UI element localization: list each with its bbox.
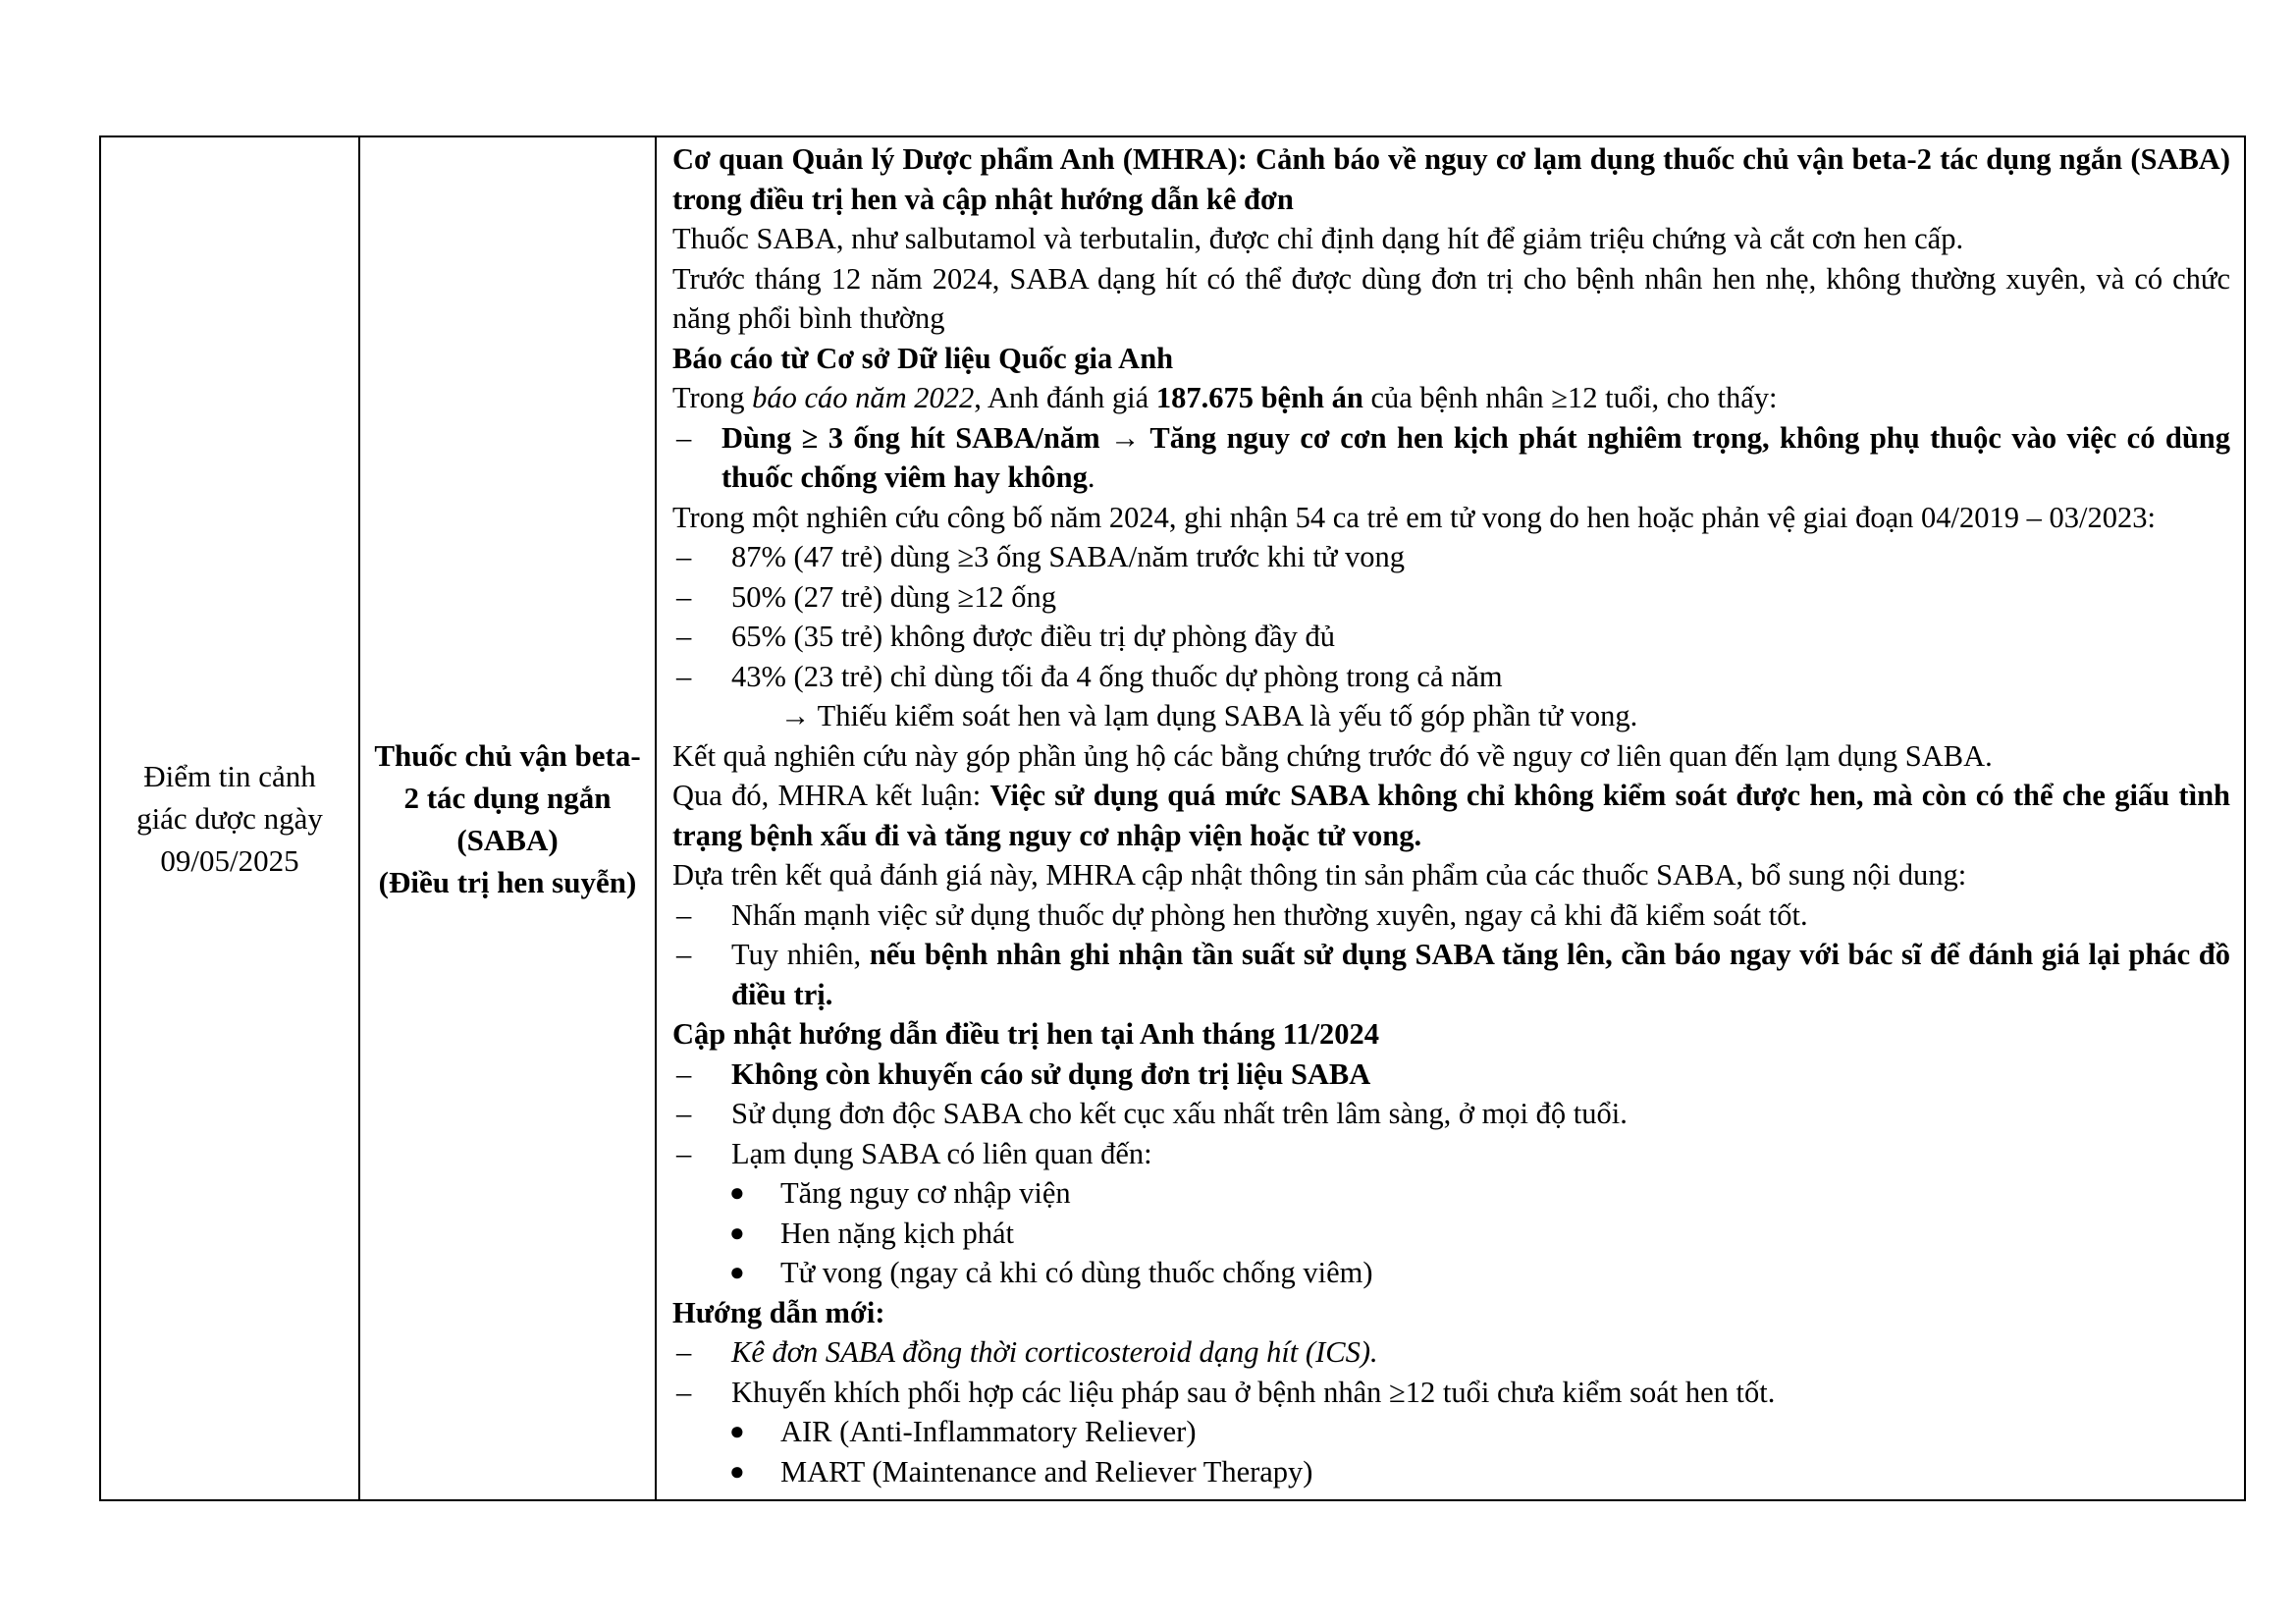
dash-bullet: – bbox=[676, 620, 692, 653]
dash-bullet: – bbox=[676, 1335, 692, 1369]
text-span: Không còn khuyến cáo sử dụng đơn trị liệu SABA bbox=[731, 1056, 1371, 1091]
mhra-conclusion bbox=[672, 776, 2230, 855]
list-item bbox=[672, 1373, 2230, 1413]
drug-cell bbox=[359, 136, 656, 1500]
dash-bullet: – bbox=[676, 540, 692, 573]
intro-paragraph: Trước tháng 12 năm 2024, SABA dạng hít có thể được dùng đơn trị cho bệnh nhân hen nhẹ, không thường xuyên, và có chức năng phổi bình thường bbox=[672, 261, 2230, 335]
section-heading: Hướng dẫn mới: bbox=[672, 1295, 885, 1329]
source-date: 09/05/2025 bbox=[160, 843, 299, 878]
text-span: Qua đó, MHRA kết luận: bbox=[672, 779, 990, 812]
text-span: của bệnh nhân ≥12 tuổi, cho thấy: bbox=[1362, 381, 1778, 414]
intro-paragraph: Thuốc SABA, như salbutamol và terbutalin, được chỉ định dạng hít để giảm triệu chứng và cắt cơn hen cấp. bbox=[672, 222, 1964, 255]
text-span: 65% (35 trẻ) không được điều trị dự phòng đầy đủ bbox=[731, 620, 1336, 653]
list-item bbox=[672, 935, 2230, 1014]
list-item bbox=[672, 657, 2230, 697]
text-span: Tăng nguy cơ nhập viện bbox=[780, 1176, 1071, 1210]
sub-list-item bbox=[672, 1412, 2230, 1452]
list-item bbox=[672, 895, 2230, 936]
text-span: AIR (Anti-Inflammatory Reliever) bbox=[780, 1415, 1197, 1448]
text-span: 43% (23 trẻ) chỉ dùng tối đa 4 ống thuốc dự phòng trong cả năm bbox=[731, 659, 1503, 693]
dash-bullet: – bbox=[676, 938, 692, 971]
dash-bullet: – bbox=[676, 1056, 692, 1091]
dash-bullet: – bbox=[676, 420, 692, 455]
section-heading: Cập nhật hướng dẫn điều trị hen tại Anh tháng 11/2024 bbox=[672, 1017, 1379, 1051]
text-span: Khuyến khích phối hợp các liệu pháp sau ở bệnh nhân ≥12 tuổi chưa kiểm soát hen tốt. bbox=[731, 1375, 1776, 1409]
source-line: Điểm tin cảnh bbox=[143, 759, 316, 793]
support-paragraph: Kết quả nghiên cứu này góp phần ủng hộ các bằng chứng trước đó về nguy cơ liên quan đến lạm dụng SABA. bbox=[672, 738, 1993, 773]
content-cell bbox=[656, 136, 2245, 1500]
text-span: nếu bệnh nhân ghi nhận tần suất sử dụng SABA tăng lên, cần báo ngay với bác sĩ để đánh giá lại phác đồ điều trị. bbox=[731, 938, 2231, 1011]
text-span: Việc sử dụng quá mức SABA không chỉ không kiểm soát được hen, mà còn có thể che giấu tình trạng bệnh xấu đi và tăng nguy cơ nhập viện hoặc tử vong. bbox=[672, 779, 2230, 852]
text-span: báo cáo năm 2022 bbox=[752, 381, 975, 414]
study-paragraph: Trong một nghiên cứu công bố năm 2024, ghi nhận 54 ca trẻ em tử vong do hen hoặc phản vệ giai đoạn 04/2019 – 03/2023: bbox=[672, 500, 2156, 534]
text-span: , Anh đánh giá bbox=[974, 381, 1156, 414]
dot-bullet: ● bbox=[729, 1178, 745, 1207]
drug-indication: (Điều trị hen suyễn) bbox=[378, 864, 637, 899]
text-span: Dùng ≥ 3 ống hít SABA/năm → Tăng nguy cơ cơn hen kịch phát nghiêm trọng, không phụ thuộc vào việc có dùng thuốc chống viêm hay không bbox=[721, 420, 2230, 494]
text-span: 50% (27 trẻ) dùng ≥12 ống bbox=[731, 579, 1057, 614]
text-span: Sử dụng đơn độc SABA cho kết cục xấu nhất trên lâm sàng, ở mọi độ tuổi. bbox=[731, 1097, 1628, 1130]
dot-bullet: ● bbox=[729, 1218, 745, 1247]
dot-bullet: ● bbox=[729, 1417, 745, 1445]
text-span: Trong bbox=[672, 381, 753, 414]
text-span: Kê đơn SABA đồng thời corticosteroid dạng hít (ICS). bbox=[731, 1335, 1378, 1369]
dash-bullet: – bbox=[676, 1136, 692, 1170]
text-span: Lạm dụng SABA có liên quan đến: bbox=[731, 1136, 1152, 1170]
dash-bullet: – bbox=[676, 659, 692, 693]
text-span: Tử vong (ngay cả khi có dùng thuốc chống viêm) bbox=[780, 1256, 1373, 1289]
drug-name-line: Thuốc chủ vận beta- bbox=[374, 737, 641, 773]
text-span: MART (Maintenance and Reliever Therapy) bbox=[780, 1454, 1313, 1489]
sub-list-item bbox=[672, 1173, 2230, 1214]
text-span: 87% (47 trẻ) dùng ≥3 ống SABA/năm trước khi tử vong bbox=[731, 540, 1406, 573]
text-span: 187.675 bệnh án bbox=[1155, 381, 1363, 414]
drug-name-line: 2 tác dụng ngắn bbox=[403, 780, 612, 815]
list-item bbox=[672, 537, 2230, 577]
document-table bbox=[99, 135, 2246, 1501]
list-item bbox=[672, 1332, 2230, 1373]
list-item bbox=[672, 577, 2230, 618]
content-heading: Cơ quan Quản lý Dược phẩm Anh (MHRA): Cảnh báo về nguy cơ lạm dụng thuốc chủ vận beta-2 tác dụng ngắn (SABA) trong điều trị hen và cập nhật hướng dẫn kê đơn bbox=[672, 142, 2230, 216]
dash-bullet: – bbox=[676, 1375, 692, 1409]
dash-bullet: – bbox=[676, 1097, 692, 1130]
source-cell bbox=[100, 136, 359, 1500]
list-item bbox=[672, 617, 2230, 657]
report-paragraph bbox=[672, 378, 2230, 418]
text-span: Tuy nhiên, bbox=[731, 938, 870, 971]
list-item bbox=[672, 1134, 2230, 1174]
source-line: giác dược ngày bbox=[136, 801, 323, 836]
sub-list-item bbox=[672, 1452, 2230, 1492]
list-item bbox=[672, 1094, 2230, 1134]
dash-bullet: – bbox=[676, 579, 692, 614]
study-conclusion: → Thiếu kiểm soát hen và lạm dụng SABA là yếu tố góp phần tử vong. bbox=[780, 699, 1638, 732]
update-paragraph: Dựa trên kết quả đánh giá này, MHRA cập nhật thông tin sản phẩm của các thuốc SABA, bổ sung nội dung: bbox=[672, 858, 1967, 892]
dot-bullet: ● bbox=[729, 1456, 745, 1486]
text-span: Hen nặng kịch phát bbox=[780, 1216, 1014, 1250]
drug-abbreviation: (SABA) bbox=[456, 822, 559, 857]
text-span: Nhấn mạnh việc sử dụng thuốc dự phòng hen thường xuyên, ngay cả khi đã kiểm soát tốt. bbox=[731, 897, 1808, 932]
dash-bullet: – bbox=[676, 897, 692, 932]
dot-bullet: ● bbox=[729, 1258, 745, 1286]
sub-list-item bbox=[672, 1214, 2230, 1254]
list-item bbox=[672, 1055, 2230, 1095]
list-item bbox=[672, 418, 2230, 498]
section-heading: Báo cáo từ Cơ sở Dữ liệu Quốc gia Anh bbox=[672, 341, 1174, 375]
sub-list-item bbox=[672, 1253, 2230, 1293]
table-row bbox=[100, 136, 2245, 1500]
text-span: . bbox=[1087, 460, 1095, 494]
